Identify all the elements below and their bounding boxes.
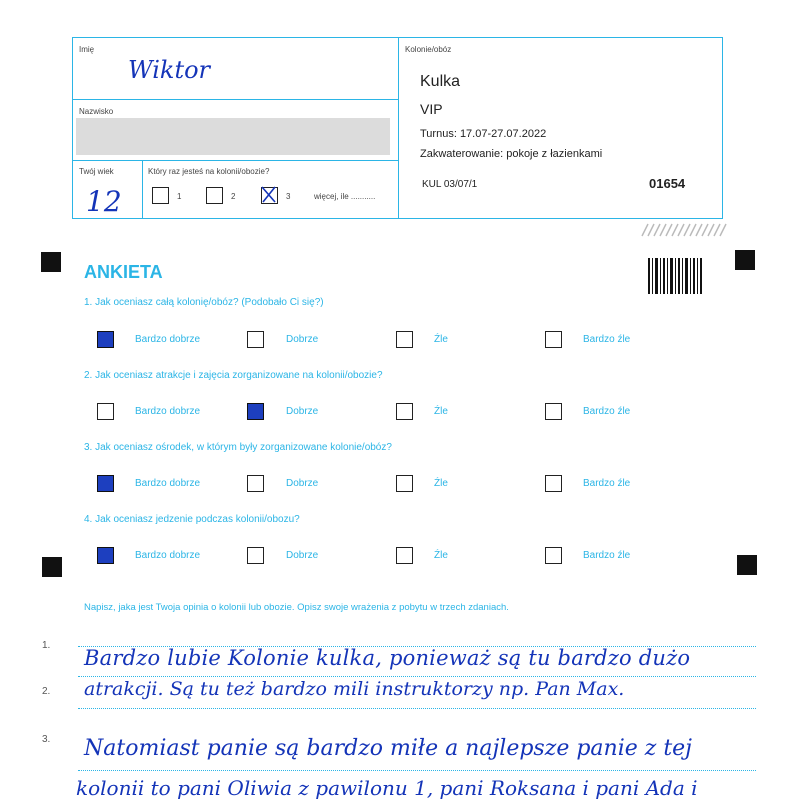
q2-bardzo-dobrze-checkbox[interactable] — [97, 403, 114, 420]
q1-option-label: Źle — [434, 334, 448, 345]
registration-mark-top-right — [735, 250, 755, 270]
q1-bardzo-zle-checkbox[interactable] — [545, 331, 562, 348]
q4-option-label: Bardzo źle — [583, 550, 631, 561]
line-number: 2. — [42, 686, 51, 697]
question-4: 4. Jak oceniasz jedzenie podczas kolonii/obozu? — [84, 514, 300, 525]
question-3: 3. Jak oceniasz ośrodek, w którym były zorganizowane kolonie/obóz? — [84, 442, 392, 453]
q3-bardzo-zle-checkbox[interactable] — [545, 475, 562, 492]
handwritten-line-1: Bardzo lubie Kolonie kulka, ponieważ są tu bardzo dużo — [84, 646, 691, 670]
q2-dobrze-checkbox[interactable] — [247, 403, 264, 420]
q4-option-label: Dobrze — [286, 550, 319, 561]
q2-bardzo-zle-checkbox[interactable] — [545, 403, 562, 420]
q3-option-label: Bardzo dobrze — [135, 478, 201, 489]
q2-option-label: Bardzo dobrze — [135, 406, 201, 417]
redacted-surname — [76, 118, 390, 155]
registration-mark-bottom-right — [737, 555, 757, 575]
q4-bardzo-zle-checkbox[interactable] — [545, 547, 562, 564]
survey-title: ANKIETA — [84, 262, 163, 282]
writing-line — [78, 770, 756, 771]
camp-name: Kulka — [420, 73, 461, 90]
times-option-2-label: 2 — [231, 192, 236, 201]
q3-bardzo-dobrze-checkbox[interactable] — [97, 475, 114, 492]
turnus: Turnus: 17.07-27.07.2022 — [420, 128, 547, 140]
q1-option-label: Dobrze — [286, 334, 319, 345]
form-number: 01654 — [649, 176, 686, 191]
q1-option-label: Bardzo dobrze — [135, 334, 201, 345]
q1-dobrze-checkbox[interactable] — [247, 331, 264, 348]
times-option-3-label: 3 — [286, 192, 291, 201]
writing-line — [78, 708, 756, 709]
handwritten-line-2: atrakcji. Są tu też bardzo mili instruktorzy np. Pan Max. — [84, 678, 625, 700]
q1-option-label: Bardzo źle — [583, 334, 631, 345]
q2-zle-checkbox[interactable] — [396, 403, 413, 420]
age-value: 12 — [86, 185, 122, 218]
name-label: Imię — [79, 45, 95, 54]
age-label: Twój wiek — [79, 167, 114, 176]
surname-label: Nazwisko — [79, 107, 114, 116]
barcode-icon — [648, 258, 702, 294]
q4-option-label: Źle — [434, 550, 448, 561]
q4-bardzo-dobrze-checkbox[interactable] — [97, 547, 114, 564]
name-value: Wiktor — [128, 56, 211, 84]
line-number: 1. — [42, 640, 51, 651]
times-option-3-checkbox[interactable] — [261, 187, 278, 204]
q2-option-label: Bardzo źle — [583, 406, 631, 417]
q2-option-label: Dobrze — [286, 406, 319, 417]
q3-dobrze-checkbox[interactable] — [247, 475, 264, 492]
registration-mark-bottom-left — [42, 557, 62, 577]
q4-dobrze-checkbox[interactable] — [247, 547, 264, 564]
divider — [72, 160, 399, 161]
times-option-2-checkbox[interactable] — [206, 187, 223, 204]
camp-code: KUL 03/07/1 — [422, 179, 478, 190]
times-more-label: więcej, ile ........... — [314, 192, 376, 201]
q3-option-label: Źle — [434, 478, 448, 489]
x-mark-icon — [260, 186, 277, 203]
times-label: Który raz jesteś na kolonii/obozie? — [148, 167, 270, 176]
q3-option-label: Dobrze — [286, 478, 319, 489]
opinion-instruction: Napisz, jaka jest Twoja opinia o kolonii lub obozie. Opisz swoje wrażenia z pobytu w trzech zdaniach. — [84, 602, 509, 613]
q1-bardzo-dobrze-checkbox[interactable] — [97, 331, 114, 348]
q4-zle-checkbox[interactable] — [396, 547, 413, 564]
accommodation: Zakwaterowanie: pokoje z łazienkami — [420, 148, 603, 160]
line-number: 3. — [42, 734, 51, 745]
q3-option-label: Bardzo źle — [583, 478, 631, 489]
times-option-1-label: 1 — [177, 192, 182, 201]
divider — [142, 160, 143, 219]
registration-mark-top-left — [41, 252, 61, 272]
q4-option-label: Bardzo dobrze — [135, 550, 201, 561]
camp-type: VIP — [420, 101, 443, 117]
times-option-1-checkbox[interactable] — [152, 187, 169, 204]
decorative-stripe — [640, 222, 730, 238]
question-2: 2. Jak oceniasz atrakcje i zajęcia zorganizowane na kolonii/obozie? — [84, 370, 383, 381]
q2-option-label: Źle — [434, 406, 448, 417]
handwritten-line-4: kolonii to pani Oliwia z pawilonu 1, pani Roksana i pani Ada i — [76, 776, 698, 800]
handwritten-line-3: Natomiast panie są bardzo miłe a najlepsze panie z tej — [84, 736, 693, 761]
divider — [72, 99, 399, 100]
q1-zle-checkbox[interactable] — [396, 331, 413, 348]
question-1: 1. Jak oceniasz całą kolonię/obóz? (Podobało Ci się?) — [84, 297, 324, 308]
q3-zle-checkbox[interactable] — [396, 475, 413, 492]
camp-label: Kolonie/obóz — [405, 45, 452, 54]
writing-line — [78, 676, 756, 677]
